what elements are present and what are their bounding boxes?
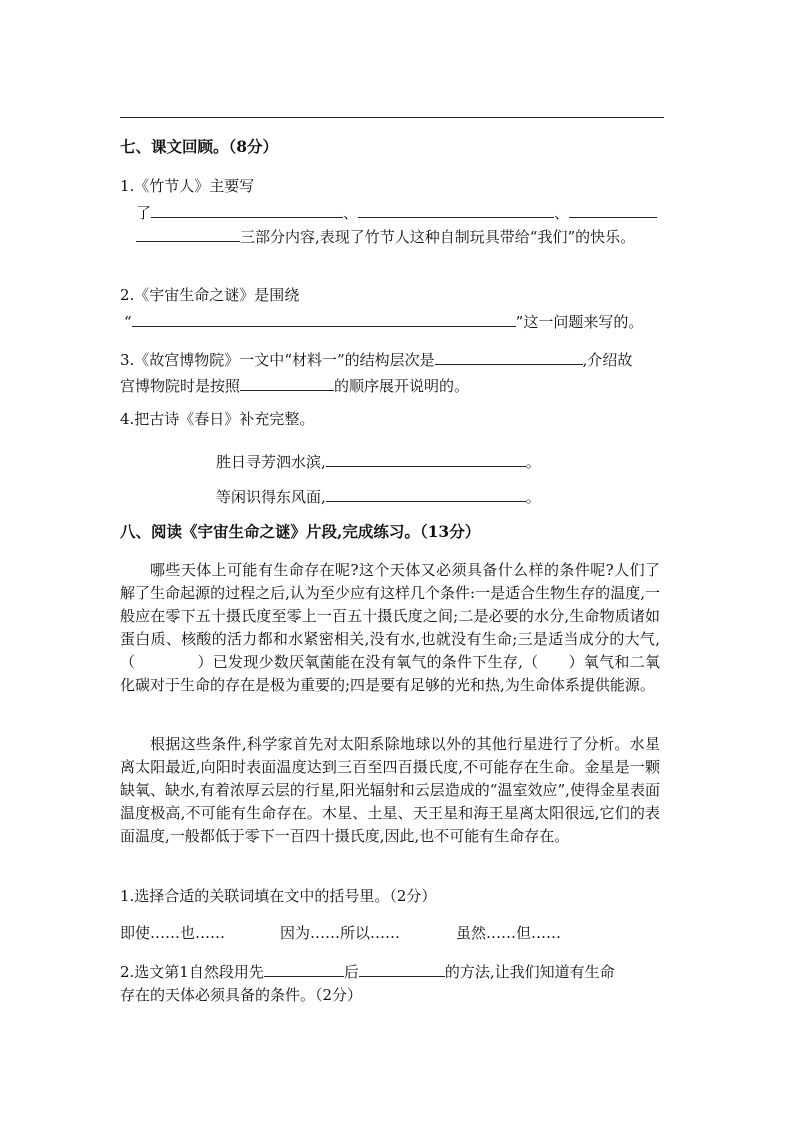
s8-q2-line-1: [120, 960, 615, 982]
s8-q2-blank-1[interactable]: [264, 960, 344, 977]
q1-sep-2: 、: [554, 204, 570, 222]
q3-text-a: 3.《故宫博物院》一文中“材料一”的结构层次是: [120, 351, 435, 369]
q1-blank-4[interactable]: [136, 225, 240, 242]
passage-paragraph-1: [120, 559, 660, 697]
s8-q2-text-b: 后: [343, 963, 359, 981]
q1-lead: 1.《竹节人》主要写: [120, 177, 255, 195]
q3-text-c: 宫博物院时是按照: [120, 377, 241, 395]
q1-line: [136, 201, 657, 223]
poem-line-1: [216, 450, 541, 472]
passage-paragraph-2: 根据这些条件,科学家首先对太阳系除地球以外的其他行星进行了分析。水星离太阳最近,向阳时表面温度达到三百至四百摄氏度,不可能存在生命。金星是一颗缺氧、缺水,有着浓厚云层的行星,阳光辐射和云层造成的“温室效应”,使得金星表面温度极高,不可能有生命存在。木星、土星、天王星和海王星离太阳很远,它们的表面温度,一般都低于零下一百四十摄氏度,因此,也不可能有生命存在。: [120, 735, 660, 845]
poem-line-1-end: 。: [525, 453, 541, 471]
q1-blank-2[interactable]: [358, 201, 554, 218]
q3-line-2: [120, 374, 469, 396]
s8-q2-line-2: 存在的天体必须具备的条件。（2分）: [120, 986, 363, 1004]
q2-lead: 2.《宇宙生命之谜》是围绕: [120, 286, 300, 304]
q2-tail: ”这一问题来写的。: [515, 313, 644, 331]
q1-le: 了: [136, 204, 152, 222]
s8-option-2: 因为……所以……: [280, 924, 401, 942]
poem-line-2: [216, 485, 541, 507]
section-8-title: 八、阅读《宇宙生命之谜》片段,完成练习。（13分）: [120, 522, 481, 541]
q1-line-2: [136, 225, 635, 247]
top-rule: [120, 117, 664, 118]
p1-part-a: 哪些天体上可能有生命存在呢?这个天体又必须具备什么样的条件呢?人们了解了生命起源的过程之后,认为至少应有这样几个条件:一是适合生物生存的温度,一般应在零下五十摄氏度至零上一百五十摄氏度之间;二是必要的水分,生命物质诸如蛋白质、核酸的活力都和水紧密相关,没有水,也就没有生命;三是适当成分的大气,（: [120, 561, 660, 671]
poem-line-2-end: 。: [525, 488, 541, 506]
q2-line: [124, 310, 643, 332]
q2-open-quote: “: [124, 313, 132, 331]
s8-q1: 1.选择合适的关联词填在文中的括号里。（2分）: [120, 887, 437, 905]
poem-line-2-text: 等闲识得东风面,: [216, 488, 326, 506]
q3-blank-2[interactable]: [240, 374, 334, 391]
q3-text-b: ,介绍故: [582, 351, 633, 369]
q3-text-d: 的顺序展开说明的。: [334, 377, 470, 395]
poem-line-1-text: 胜日寻芳泗水滨,: [216, 453, 326, 471]
q1-sep-1: 、: [343, 204, 359, 222]
poem-blank-1[interactable]: [326, 450, 526, 467]
q1-blank-1[interactable]: [151, 201, 343, 218]
q1-tail: 三部分内容,表现了竹节人这种自制玩具带给“我们”的快乐。: [240, 228, 636, 246]
s8-q2-text-c: 的方法,让我们知道有生命: [444, 963, 615, 981]
q2-blank[interactable]: [132, 310, 516, 327]
q3-blank-1[interactable]: [435, 348, 583, 365]
q4-lead: 4.把古诗《春日》补充完整。: [120, 410, 315, 428]
s8-q2-text-a: 2.选文第1自然段用先: [120, 963, 264, 981]
s8-option-1: 即使……也……: [120, 924, 226, 942]
s8-option-3: 虽然……但……: [456, 924, 562, 942]
p1-part-b: ）已发现少数厌氧菌能在没有氧气的条件下生存,（: [197, 653, 539, 671]
s8-q2-blank-2[interactable]: [359, 960, 445, 977]
section-7-title: 七、课文回顾。（8分）: [120, 137, 279, 156]
p1-part-c: ）氧气和二氧化碳对于生命的存在是极为重要的;四是要有足够的光和热,为生命体系提供能源。: [120, 653, 660, 694]
q3-line-1: [120, 348, 632, 370]
q1-blank-3[interactable]: [569, 201, 657, 218]
poem-blank-2[interactable]: [326, 485, 526, 502]
